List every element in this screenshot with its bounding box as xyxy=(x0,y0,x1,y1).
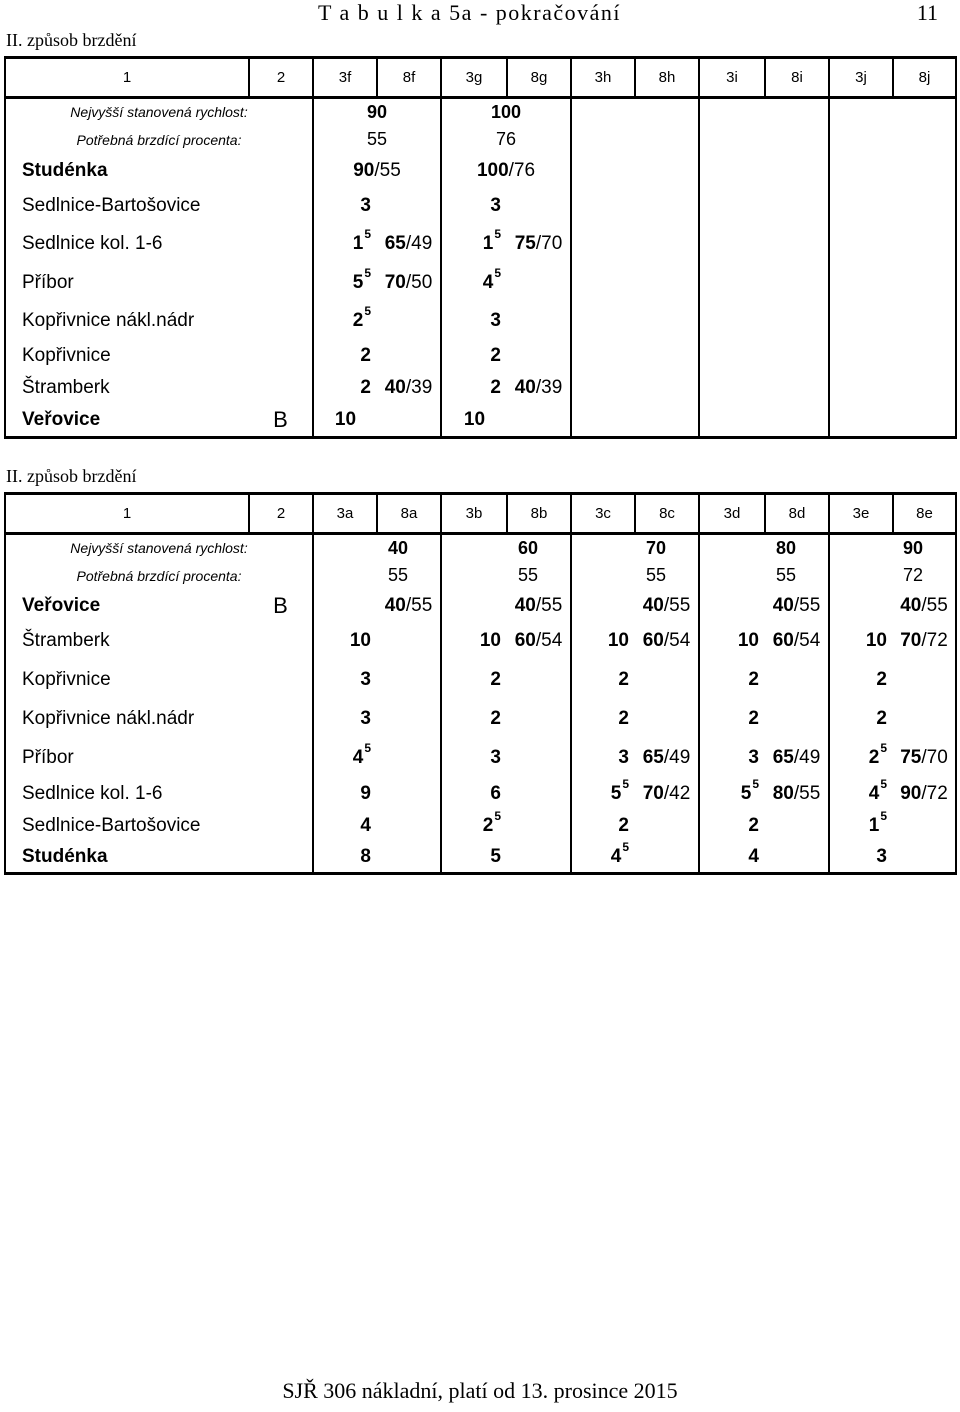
column-header: 3h xyxy=(571,58,635,98)
column-header: 3j xyxy=(829,58,893,98)
time-value: 4 xyxy=(313,810,377,842)
time-value: 2 xyxy=(490,344,501,366)
station-name: Štramberk xyxy=(5,372,249,404)
percent-label: Potřebná brzdící procenta: xyxy=(5,126,313,154)
rate-value: 40/55 xyxy=(635,590,699,622)
column-header: 8c xyxy=(635,494,699,534)
station-name: Kopřivnice xyxy=(5,340,249,372)
speed-label: Nejvyšší stanovená rychlost: xyxy=(5,534,313,562)
time-value: 3 xyxy=(490,309,501,331)
table-row xyxy=(5,224,956,264)
table-row xyxy=(5,404,956,438)
time-value: 3 xyxy=(313,188,377,224)
speed-value: 90 xyxy=(829,534,956,562)
rate-value: 80/55 xyxy=(765,778,829,810)
column-header: 8e xyxy=(893,494,956,534)
percent-value: 55 xyxy=(699,562,829,590)
time-value: 3 xyxy=(313,660,377,700)
time-value: 6 xyxy=(490,782,501,804)
time-value: 2 xyxy=(618,668,629,690)
rate-value: 100/76 xyxy=(441,154,571,188)
table-header-row xyxy=(5,58,956,98)
rate-value: 90/55 xyxy=(313,154,441,188)
time-value: 3 xyxy=(748,746,759,768)
table-row xyxy=(5,302,956,340)
rate-value: 65/49 xyxy=(765,738,829,778)
time-value: 4 xyxy=(699,842,765,874)
percent-value: 55 xyxy=(441,562,571,590)
rate-value: 75/70 xyxy=(507,224,571,264)
column-header: 3a xyxy=(313,494,377,534)
table-row xyxy=(5,810,956,842)
speed-value: 100 xyxy=(441,98,571,126)
time-value: 2 xyxy=(876,707,887,729)
rate-value: 60/54 xyxy=(765,622,829,660)
time-value: $4^5$ xyxy=(571,842,635,874)
station-name: Sedlnice-Bartošovice xyxy=(5,810,249,842)
percent-row xyxy=(5,562,956,590)
mark-b: B xyxy=(273,592,288,618)
table-row xyxy=(5,622,956,660)
column-header: 8b xyxy=(507,494,571,534)
braking-table-2 xyxy=(4,492,957,875)
column-header: 1 xyxy=(5,58,249,98)
speed-row xyxy=(5,534,956,562)
station-name: Příbor xyxy=(5,264,249,302)
time-value: $5^5$ xyxy=(610,776,629,804)
column-header: 3i xyxy=(699,58,765,98)
column-header: 8a xyxy=(377,494,441,534)
station-name: Štramberk xyxy=(5,622,249,660)
speed-value: 90 xyxy=(313,98,441,126)
column-header: 8f xyxy=(377,58,441,98)
time-value: 2 xyxy=(748,668,759,690)
station-name: Studénka xyxy=(5,154,249,188)
rate-value: 40/55 xyxy=(765,590,829,622)
rate-value: 40/55 xyxy=(377,590,441,622)
column-header: 3d xyxy=(699,494,765,534)
rate-value: 40/55 xyxy=(507,590,571,622)
time-value: $4^5$ xyxy=(482,265,501,293)
rate-value: 60/54 xyxy=(507,622,571,660)
column-header: 3c xyxy=(571,494,635,534)
speed-value: 40 xyxy=(313,534,441,562)
time-value: 2 xyxy=(313,340,377,372)
time-value: $2^5$ xyxy=(313,302,377,340)
time-value: 10 xyxy=(737,629,759,651)
percent-value: 55 xyxy=(313,562,441,590)
column-header: 8g xyxy=(507,58,571,98)
time-value: 2 xyxy=(876,668,887,690)
time-value: 3 xyxy=(829,842,893,874)
section-label: II. způsob brzdění xyxy=(6,30,137,50)
rate-value: 60/54 xyxy=(635,622,699,660)
time-value: 10 xyxy=(479,629,501,651)
rate-value: 65/49 xyxy=(377,224,441,264)
column-header: 3b xyxy=(441,494,507,534)
table-row xyxy=(5,372,956,404)
percent-value: 55 xyxy=(571,562,699,590)
time-value: 10 xyxy=(607,629,629,651)
column-header: 3f xyxy=(313,58,377,98)
table-row xyxy=(5,738,956,778)
table-row xyxy=(5,340,956,372)
speed-value: 70 xyxy=(571,534,699,562)
percent-label: Potřebná brzdící procenta: xyxy=(5,562,313,590)
time-value: $2^5$ xyxy=(868,740,887,768)
rate-value: 65/49 xyxy=(635,738,699,778)
station-name: Veřovice xyxy=(5,590,249,622)
rate-value: 40/39 xyxy=(377,372,441,404)
table-row xyxy=(5,660,956,700)
rate-value: 90/72 xyxy=(893,778,956,810)
time-value: 3 xyxy=(618,746,629,768)
time-value: 3 xyxy=(313,700,377,738)
table-row xyxy=(5,264,956,302)
table-row xyxy=(5,188,956,224)
time-value: 5 xyxy=(441,842,507,874)
rate-value: 70/50 xyxy=(377,264,441,302)
speed-label: Nejvyšší stanovená rychlost: xyxy=(5,98,313,126)
column-header: 8h xyxy=(635,58,699,98)
column-header: 8j xyxy=(893,58,956,98)
time-value: 2 xyxy=(748,814,759,836)
time-value: 2 xyxy=(618,814,629,836)
table-row xyxy=(5,778,956,810)
time-value: 10 xyxy=(441,404,507,438)
time-value: $1^5$ xyxy=(868,808,887,836)
time-value: 3 xyxy=(490,746,501,768)
station-name: Sedlnice-Bartošovice xyxy=(5,188,249,224)
table-row xyxy=(5,154,956,188)
column-header: 1 xyxy=(5,494,249,534)
percent-value: 76 xyxy=(441,126,571,154)
station-name: Studénka xyxy=(5,842,249,874)
mark-b: B xyxy=(249,404,313,438)
percent-row xyxy=(5,126,956,154)
page-footer: SJŘ 306 nákladní, platí od 13. prosince 2015 xyxy=(282,1378,678,1403)
station-name: Kopřivnice nákl.nádr xyxy=(5,302,249,340)
time-value: 2 xyxy=(313,372,377,404)
column-header: 8i xyxy=(765,58,829,98)
station-name: Veřovice xyxy=(5,404,249,438)
braking-table-1 xyxy=(4,56,957,439)
rate-value: 40/39 xyxy=(507,372,571,404)
table-row xyxy=(5,590,956,622)
table-header-row xyxy=(5,494,956,534)
percent-value: 55 xyxy=(313,126,441,154)
column-header: 2 xyxy=(249,58,313,98)
rate-value: 70/72 xyxy=(893,622,956,660)
time-value: $4^5$ xyxy=(868,776,887,804)
station-name: Příbor xyxy=(5,738,249,778)
time-value: $5^5$ xyxy=(313,264,377,302)
rate-value: 40/55 xyxy=(893,590,956,622)
speed-row xyxy=(5,98,956,126)
time-value: 2 xyxy=(748,707,759,729)
rate-value: 70/42 xyxy=(635,778,699,810)
column-header: 3e xyxy=(829,494,893,534)
station-name: Sedlnice kol. 1-6 xyxy=(5,224,249,264)
time-value: $4^5$ xyxy=(313,738,377,778)
speed-value: 60 xyxy=(441,534,571,562)
station-name: Kopřivnice xyxy=(5,660,249,700)
rate-value: 75/70 xyxy=(893,738,956,778)
table-row xyxy=(5,842,956,874)
station-name: Kopřivnice nákl.nádr xyxy=(5,700,249,738)
time-value: $2^5$ xyxy=(482,808,501,836)
time-value: 10 xyxy=(865,629,887,651)
time-value: $5^5$ xyxy=(740,776,759,804)
page-number: 11 xyxy=(916,0,938,25)
percent-value: 72 xyxy=(829,562,956,590)
time-value: 2 xyxy=(618,707,629,729)
table-row xyxy=(5,700,956,738)
time-value: 10 xyxy=(313,622,377,660)
time-value: 9 xyxy=(313,778,377,810)
column-header: 2 xyxy=(249,494,313,534)
speed-value: 80 xyxy=(699,534,829,562)
column-header: 8d xyxy=(765,494,829,534)
time-value: $1^5$ xyxy=(482,226,501,254)
column-header: 3g xyxy=(441,58,507,98)
time-value: 2 xyxy=(490,668,501,690)
time-value: $1^5$ xyxy=(313,224,377,264)
page-title: T a b u l k a 5a - pokračování xyxy=(318,0,622,25)
station-name: Sedlnice kol. 1-6 xyxy=(5,778,249,810)
time-value: 2 xyxy=(490,376,501,398)
time-value: 10 xyxy=(313,404,377,438)
time-value: 8 xyxy=(313,842,377,874)
time-value: 3 xyxy=(490,194,501,216)
time-value: 2 xyxy=(490,707,501,729)
section-label: II. způsob brzdění xyxy=(6,466,137,486)
